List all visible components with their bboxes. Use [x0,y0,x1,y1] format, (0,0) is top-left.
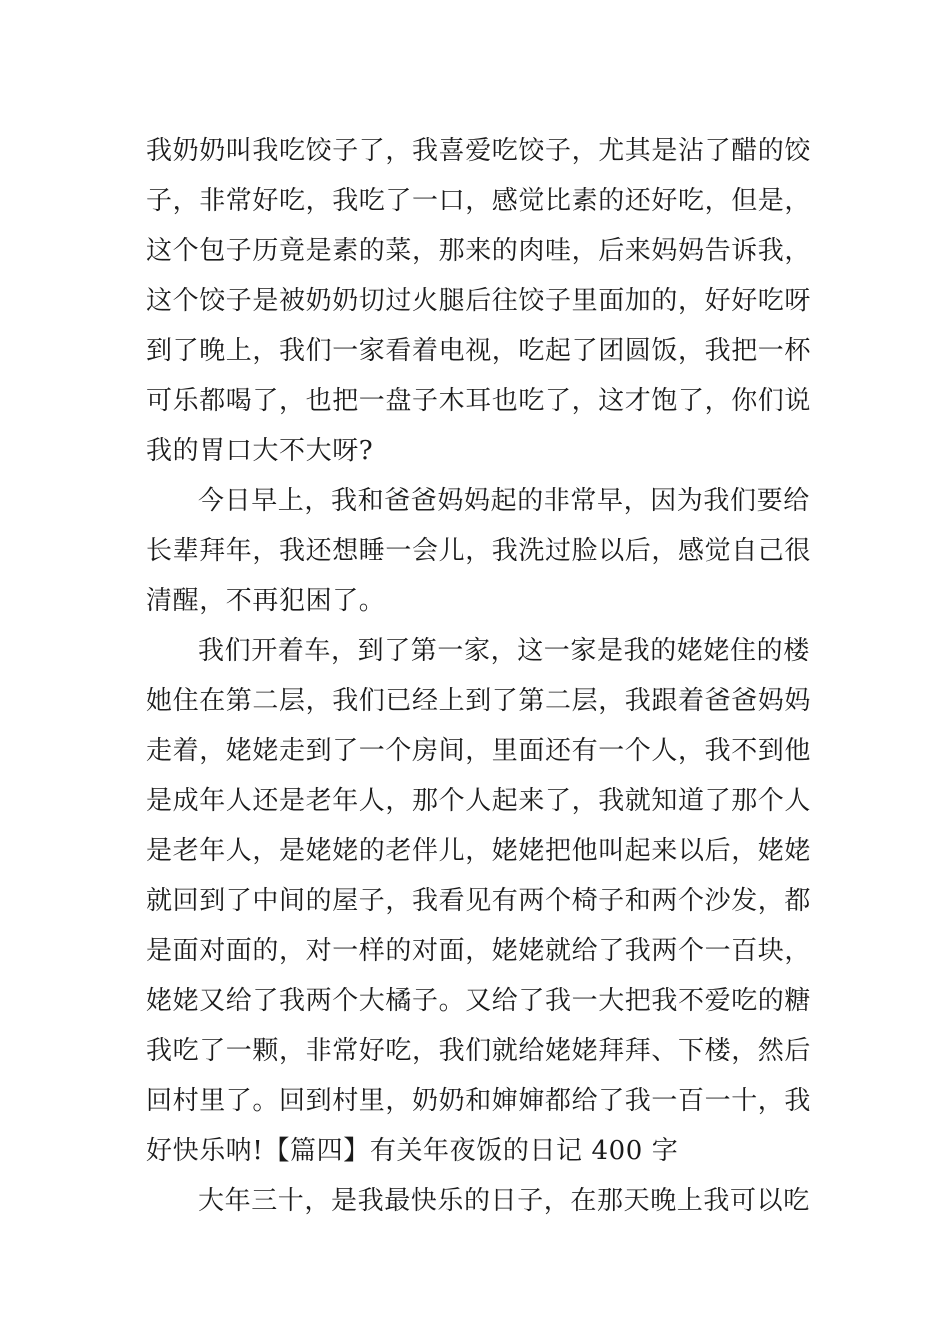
text-line: 是老年人，是姥姥的老伴儿，姥姥把他叫起来以后，姥姥 [146,836,812,866]
paragraph-start-line: 今日早上，我和爸爸妈妈起的非常早，因为我们要给 [198,486,810,516]
text-line: 是成年人还是老年人，那个人起来了，我就知道了那个人 [146,786,812,816]
text-line: 好快乐呐!【篇四】有关年夜饭的日记 400 字 [146,1136,679,1166]
text-line: 这个包子历竟是素的菜，那来的肉哇，后来妈妈告诉我， [146,236,812,266]
text-line: 这个饺子是被奶奶切过火腿后往饺子里面加的，好好吃呀 [146,286,812,316]
text-line: 清醒，不再犯困了。 [146,586,386,616]
text-line: 我吃了一颗，非常好吃，我们就给姥姥拜拜、下楼，然后 [146,1036,812,1066]
text-line: 姥姥又给了我两个大橘子。又给了我一大把我不爱吃的糖 [146,986,812,1016]
text-line: 到了晚上，我们一家看着电视，吃起了团圆饭，我把一杯 [146,336,812,366]
body-text [146,126,810,1226]
text-line: 可乐都喝了，也把一盘子木耳也吃了，这才饱了，你们说 [146,386,812,416]
text-line: 长辈拜年，我还想睡一会儿，我洗过脸以后，感觉自己很 [146,536,812,566]
text-line: 我奶奶叫我吃饺子了，我喜爱吃饺子，尤其是沾了醋的饺 [146,136,812,166]
text-line: 走着，姥姥走到了一个房间，里面还有一个人，我不到他 [146,736,812,766]
paragraph-start-line: 我们开着车，到了第一家，这一家是我的姥姥住的楼 [198,636,810,666]
paragraph-start-line: 大年三十，是我最快乐的日子，在那天晚上我可以吃 [198,1186,810,1216]
text-line: 是面对面的，对一样的对面，姥姥就给了我两个一百块， [146,936,812,966]
text-line: 子，非常好吃，我吃了一口，感觉比素的还好吃，但是， [146,186,812,216]
text-line: 她住在第二层，我们已经上到了第二层，我跟着爸爸妈妈 [146,686,812,716]
text-line: 就回到了中间的屋子，我看见有两个椅子和两个沙发，都 [146,886,812,916]
text-line: 回村里了。回到村里，奶奶和婶婶都给了我一百一十，我 [146,1086,812,1116]
text-line: 我的胃口大不大呀? [146,436,374,466]
